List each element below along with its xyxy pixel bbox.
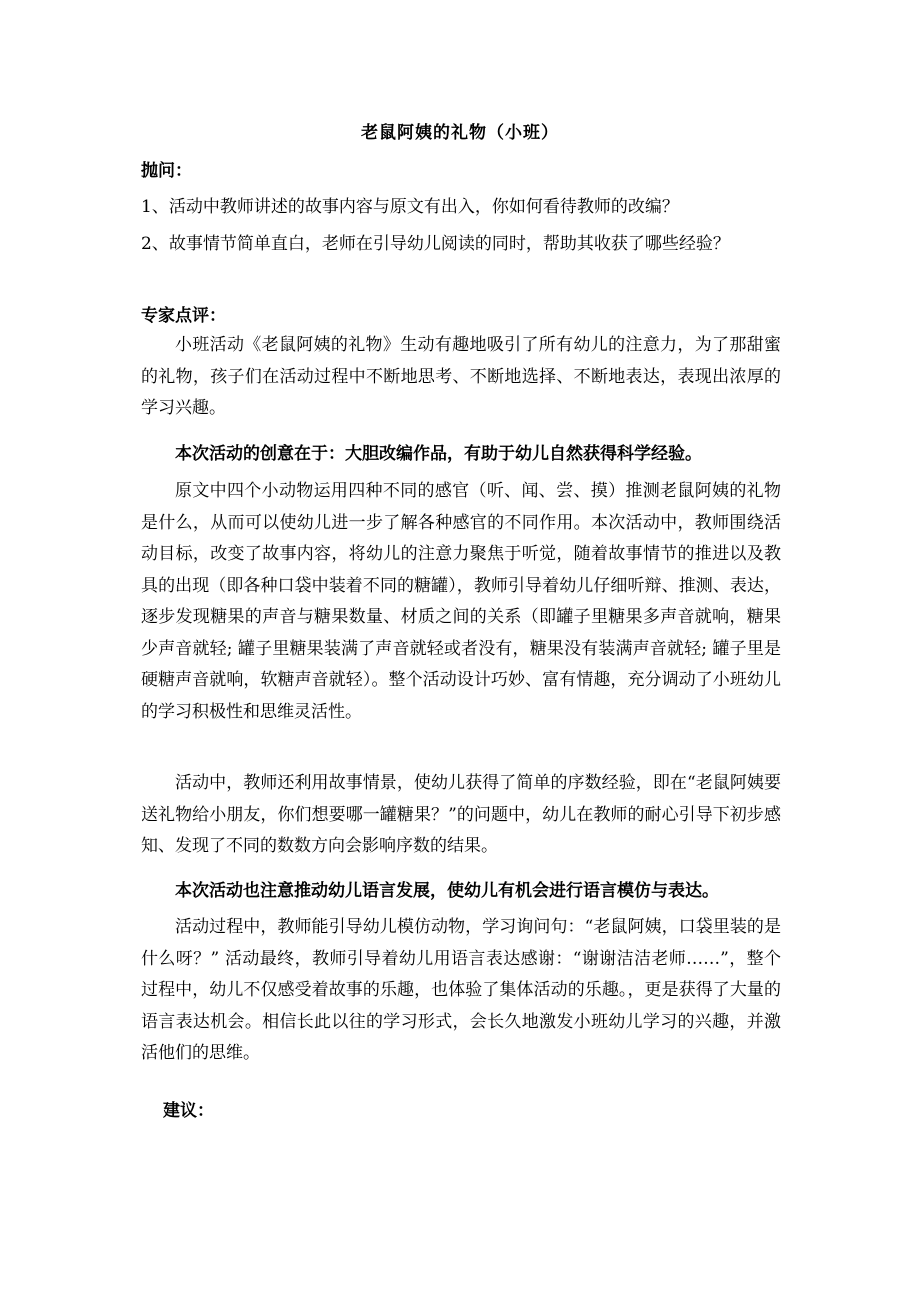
review-highlight-2: 本次活动也注意推动幼儿语言发展，使幼儿有机会进行语言模仿与表达。 — [175, 881, 719, 901]
document-title: 老鼠阿姨的礼物（小班） — [361, 123, 559, 143]
review-paragraph-3: 活动中，教师还利用故事情景，使幼儿获得了简单的序数经验，即在“老鼠阿姨要送礼物给小朋友，你们想要哪一罐糖果？”的问题中，幼儿在教师的耐心引导下初步感知、发现了不同的数数方向会影响序数的结果。 — [141, 773, 781, 856]
review-paragraph-1: 小班活动《老鼠阿姨的礼物》生动有趣地吸引了所有幼儿的注意力，为了那甜蜜的礼物，孩子们在活动过程中不断地思考、不断地选择、不断地表达，表现出浓厚的学习兴趣。 — [141, 335, 781, 418]
review-paragraph-2: 原文中四个小动物运用四种不同的感官（听、闻、尝、摸）推测老鼠阿姨的礼物是什么，从而可以使幼儿进一步了解各种感官的不同作用。本次活动中，教师围绕活动目标，改变了故事内容，将幼儿的注意力聚焦于听觉，随着故事情节的推进以及教具的出现（即各种口袋中装着不同的糖罐），教师引导着幼儿仔细听辩、推测、表达，逐步发现糖果的声音与糖果数量、材质之间的关系（即罐子里糖果多声音就响，糖果少声音就轻; 罐子里糖果装满了声音就轻或者没有，糖果没有装满声音就轻; 罐子里是硬糖声音就响，软糖声音就轻）。整个活动设计巧妙、富有情趣，充分调动了小班幼儿的学习积极性和思维灵活性。 — [141, 481, 781, 722]
review-heading: 专家点评： — [141, 306, 226, 326]
question-1: 1、活动中教师讲述的故事内容与原文有出入，你如何看待教师的改编？ — [141, 197, 679, 217]
question-2: 2、故事情节简单直白，老师在引导幼儿阅读的同时，帮助其收获了哪些经验？ — [141, 234, 730, 254]
review-paragraph-4: 活动过程中，教师能引导幼儿模仿动物，学习询问句：“老鼠阿姨，口袋里装的是什么呀？” 活动最终，教师引导着幼儿用语言表达感谢：“谢谢洁洁老师……”，整个过程中，幼儿不仅感受着故事的乐趣，也体验了集体活动的乐趣。，更是获得了大量的语言表达机会。相信长此以往的学习形式，会长久地激发小班幼儿学习的兴趣，并激活他们的思维。 — [141, 917, 781, 1063]
review-highlight-1: 本次活动的创意在于：大胆改编作品，有助于幼儿自然获得科学经验。 — [175, 444, 702, 464]
questions-heading: 抛问： — [141, 161, 192, 181]
suggestion-heading: 建议： — [163, 1101, 214, 1121]
